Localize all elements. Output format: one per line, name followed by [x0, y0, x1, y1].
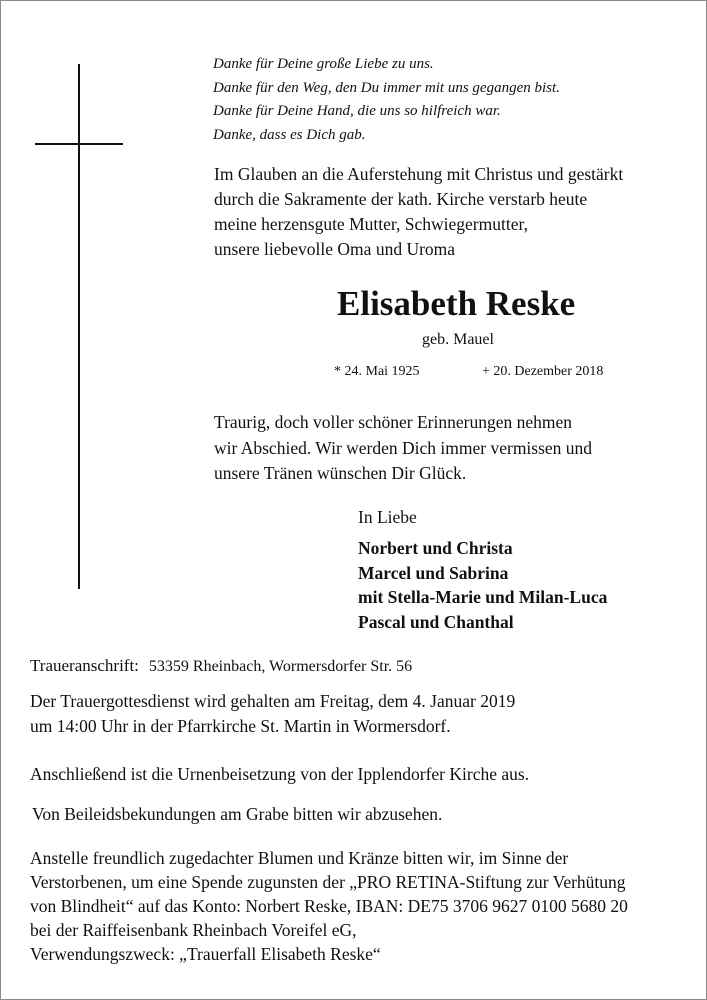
donation-line: bei der Raiffeisenbank Rheinbach Voreifel eG, — [30, 920, 357, 940]
mourner-name: Marcel und Sabrina — [358, 562, 509, 583]
poem-line: Danke für Deine große Liebe zu uns. — [213, 56, 434, 72]
deceased-name: Elisabeth Reske — [337, 284, 576, 323]
condolence-note: Von Beileidsbekundungen am Grabe bitten wir abzusehen. — [32, 804, 443, 824]
poem-line: Danke für Deine Hand, die uns so hilfreich war. — [213, 103, 501, 119]
poem-line: Danke für den Weg, den Du immer mit uns gegangen bist. — [213, 79, 560, 96]
farewell-line: Traurig, doch voller schöner Erinnerungen nehmen — [214, 412, 573, 432]
donation-line: Verwendungszweck: „Trauerfall Elisabeth Reske“ — [30, 944, 381, 964]
mourning-address — [30, 655, 412, 678]
intro-text — [214, 162, 623, 262]
mourners-list — [358, 536, 607, 634]
mourners-intro: In Liebe — [358, 507, 417, 527]
address-value: 53359 Rheinbach, Wormersdorfer Str. 56 — [148, 658, 413, 675]
death-date: + 20. Dezember 2018 — [482, 364, 604, 379]
donation-line: Verstorbenen, um eine Spende zugunsten der „PRO RETINA-Stiftung zur Verhütung — [30, 872, 626, 892]
donation-line: von Blindheit“ auf das Konto: Norbert Reske, IBAN: DE75 3706 9627 0100 5680 20 — [30, 896, 628, 916]
address-label: Traueranschrift: — [30, 656, 139, 675]
intro-line: meine herzensgute Mutter, Schwiegermutter, — [214, 214, 528, 234]
mourner-name: Pascal und Chanthal — [358, 611, 514, 632]
farewell-line: unsere Tränen wünschen Dir Glück. — [214, 463, 467, 483]
farewell-text — [214, 410, 592, 487]
farewell-line: wir Abschied. Wir werden Dich immer vermissen und — [214, 437, 593, 458]
intro-line: Im Glauben an die Auferstehung mit Christus und gestärkt — [214, 164, 624, 184]
donation-request — [30, 846, 628, 966]
funeral-service — [30, 689, 515, 739]
donation-line: Anstelle freundlich zugedachter Blumen und Kränze bitten wir, im Sinne der — [30, 848, 569, 868]
maiden-name: geb. Mauel — [422, 331, 494, 348]
birth-date: * 24. Mai 1925 — [334, 364, 420, 379]
intro-line: unsere liebevolle Oma und Uroma — [214, 239, 456, 259]
urn-burial-note: Anschließend ist die Urnenbeisetzung von der Ipplendorfer Kirche aus. — [30, 764, 530, 784]
poem-line: Danke, dass es Dich gab. — [213, 126, 366, 143]
intro-line: durch die Sakramente der kath. Kirche verstarb heute — [214, 189, 588, 209]
mourner-name: mit Stella-Marie und Milan-Luca — [358, 587, 608, 607]
service-line: Der Trauergottesdienst wird gehalten am Freitag, dem 4. Januar 2019 — [30, 691, 516, 711]
mourner-name: Norbert und Christa — [358, 538, 513, 558]
service-line: um 14:00 Uhr in der Pfarrkirche St. Martin in Wormersdorf. — [30, 716, 451, 736]
cross-symbol-horizontal — [35, 143, 123, 145]
poem-verse — [213, 53, 560, 147]
